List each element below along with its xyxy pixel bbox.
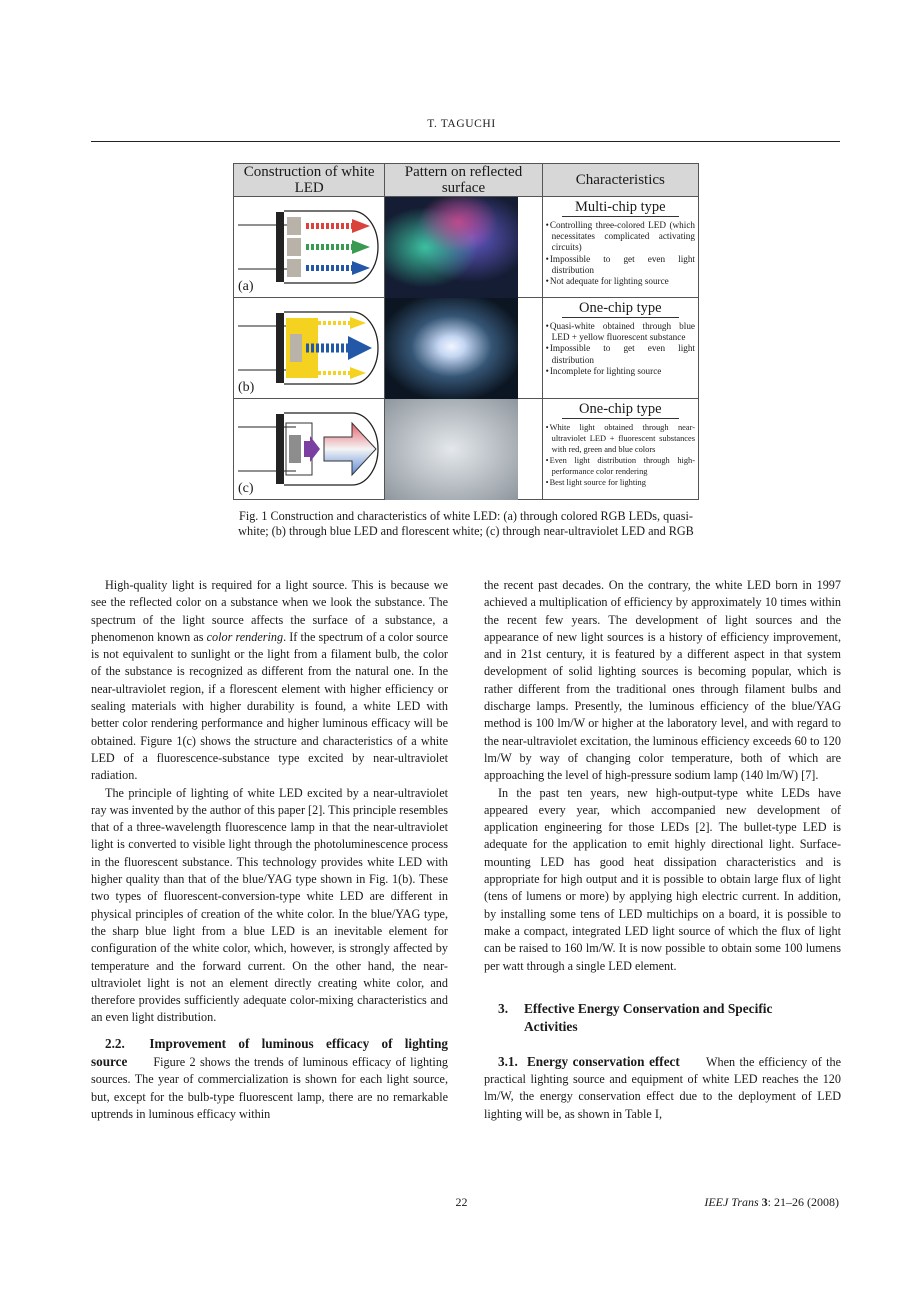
char-item: • Not adequate for lighting source — [546, 276, 695, 287]
header-construction: Construction of white LED — [234, 164, 385, 197]
panel-label-b: (b) — [238, 380, 255, 395]
even-white-pattern-image — [385, 399, 518, 500]
characteristics-b — [542, 298, 698, 399]
characteristics-a — [542, 197, 698, 298]
char-list-a — [546, 220, 695, 287]
paragraph: Figure 2 shows the trends of luminous efficacy of lighting sources. The year of commercialization is shown for each light source, but, except for the bulb-type fluorescent lamp, there are no remarkable uptrends in luminous efficacy within — [91, 1055, 449, 1121]
running-head: T. TAGUCHI — [427, 118, 496, 130]
construction-c — [234, 399, 385, 500]
char-item: • Best light source for lighting — [546, 477, 695, 488]
header-rule — [91, 141, 840, 142]
blue-yag-led-diagram — [234, 298, 385, 398]
char-title-c: One-chip type — [562, 401, 679, 419]
nuv-led-diagram — [234, 399, 385, 499]
construction-a — [234, 197, 385, 298]
rgb-led-diagram — [234, 197, 385, 297]
subsection-heading-2-2: 2.2. Improvement of luminous efficacy of lighting source Figure 2 shows the trends of luminous efficacy of lighting sources. The year of commercialization is shown for each light source, but, except for the bulb-type fluorescent lamp, there are no remarkable uptrends in luminous efficacy within — [91, 1035, 449, 1121]
char-list-c — [546, 422, 695, 488]
paragraph: In the past ten years, new high-output-type white LEDs have appeared every year, which accompanied new development of application engineering for those LEDs [2]. The bullet-type LED is adequate for the application to emit highly directional light. Surface-mounting LED has good heat dissipation characteristics and is appropriate for high output and it is possible to obtain large flux of light (tens of lumens or more) by applying high electric current. In addition, by installing some tens of LED multichips on a board, it is possible to make a compact, integrated LED light source of which the flux of light can be raised to 160 lm/W. It is now possible to obtain some 100 lumens per watt through a single LED element. — [484, 785, 841, 973]
char-list-b — [546, 321, 695, 377]
pattern-a — [385, 197, 542, 298]
section-heading-3: 3. Effective Energy Conservation and Specific Activities — [498, 1000, 773, 1034]
construction-b — [234, 298, 385, 399]
char-item: • Impossible to get even light distribution — [546, 343, 695, 365]
paragraph: the recent past decades. On the contrary, the white LED born in 1997 achieved a multiplication of efficiency by approximately 10 times within the recent few years. The development of light sources and the appearance of new light sources is a history of efficiency improvement, and in 21st century, it is featured by a different aspect in that system development of solid lighting sources is becoming popular, which is rather different from the traditional ones through filament bulbs and discharge lamps. Presently, the luminous efficiency of the blue/YAG method is 100 lm/W or higher at the laboratory level, and with regard to the near-ultraviolet excitation, the luminous efficiency exceeds 60 to 120 lm/W by way of changing color temperature, both of which are approaching the level of high-pressure sodium lamp (140 lm/W) [7]. — [484, 578, 841, 783]
char-item: • Quasi-white obtained through blue LED + yellow fluorescent substance — [546, 321, 695, 343]
char-item: • Incomplete for lighting source — [546, 366, 695, 377]
char-item: • Controlling three-colored LED (which necessitates complicated activating circuits) — [546, 220, 695, 254]
header-characteristics: Characteristics — [542, 164, 698, 197]
page-number: 22 — [455, 1195, 468, 1209]
rgb-pattern-image — [385, 197, 518, 298]
header-pattern: Pattern on reflected surface — [385, 164, 542, 197]
figure-1 — [233, 163, 699, 499]
figure-table — [233, 163, 699, 500]
right-column — [484, 577, 841, 1123]
left-column — [91, 577, 448, 1123]
journal-citation: IEEJ Trans 3: 21–26 (2008) — [704, 1195, 839, 1209]
blue-white-pattern-image — [385, 298, 518, 399]
pattern-b — [385, 298, 542, 399]
subsection-heading-3-1: 3.1. Energy conservation effect When the efficiency of the practical lighting source and equipment of white LED reaches the 120 lm/W, the energy conservation effect due to the deployment of LED lighting will be, as shown in Table I, — [484, 1053, 842, 1121]
panel-label-a: (a) — [238, 279, 254, 294]
char-item: • Impossible to get even light distribution — [546, 254, 695, 276]
figure-caption: Fig. 1 Construction and characteristics of white LED: (a) through colored RGB LEDs, quasi-white; (b) through blue LED and florescent white; (c) through near-ultraviolet LED and RGB — [238, 509, 694, 538]
char-item: • Even light distribution through high-performance color rendering — [546, 455, 695, 477]
paragraph: High-quality light is required for a light source. This is because we see the reflected color on a substance when we look the substance. The spectrum of the light source affects the surface of a substance, a phenomenon known as color rendering. If the spectrum of a color source is not equivalent to sunlight or the light from a filament bulb, the color of the substance is recognized as different from the natural one. In the near-ultraviolet region, if a florescent element with higher efficiency or sealing materials with higher durability is found, a white LED with better color rendering performance and higher luminous efficacy will be obtained. Figure 1(c) shows the structure and characteristics of a white LED of a fluorescence-substance type excited by near-ultraviolet radiation. — [91, 578, 448, 783]
characteristics-c — [542, 399, 698, 500]
emphasis-term: color rendering — [206, 629, 284, 644]
char-title-b: One-chip type — [562, 300, 679, 318]
char-title-a: Multi-chip type — [562, 199, 679, 217]
pattern-c — [385, 399, 542, 500]
panel-label-c: (c) — [238, 481, 254, 496]
paragraph: The principle of lighting of white LED excited by a near-ultraviolet ray was invented by the author of this paper [2]. This principle resembles that of a three-wavelength fluorescence lamp in that the near-ultraviolet light is converted to visible light through the photoluminescence process in the fluorescent substance. This technology provides white LED with higher quality than that of the blue/YAG type shown in Fig. 1(b). These two types of fluorescent-conversion-type white LED are different in physical principles of creation of the white color. In the blue/YAG type, the sharp blue light from a blue LED is an inevitable element for configuration of the white color, which, however, is strongly affected by temperature and the forward current. On the other hand, the near-ultraviolet light is not an element directly creating white color, and therefore provides sufficiently adequate color-mixing characteristics and an even light distribution. — [91, 785, 448, 1025]
char-item: • White light obtained through near-ultraviolet LED + fluorescent substances with red, green and blue colors — [546, 422, 695, 455]
paragraph: When the efficiency of the practical lighting source and equipment of white LED reaches the 120 lm/W, the energy conservation effect due to the deployment of LED lighting will be, as shown in Table I, — [484, 1054, 842, 1121]
